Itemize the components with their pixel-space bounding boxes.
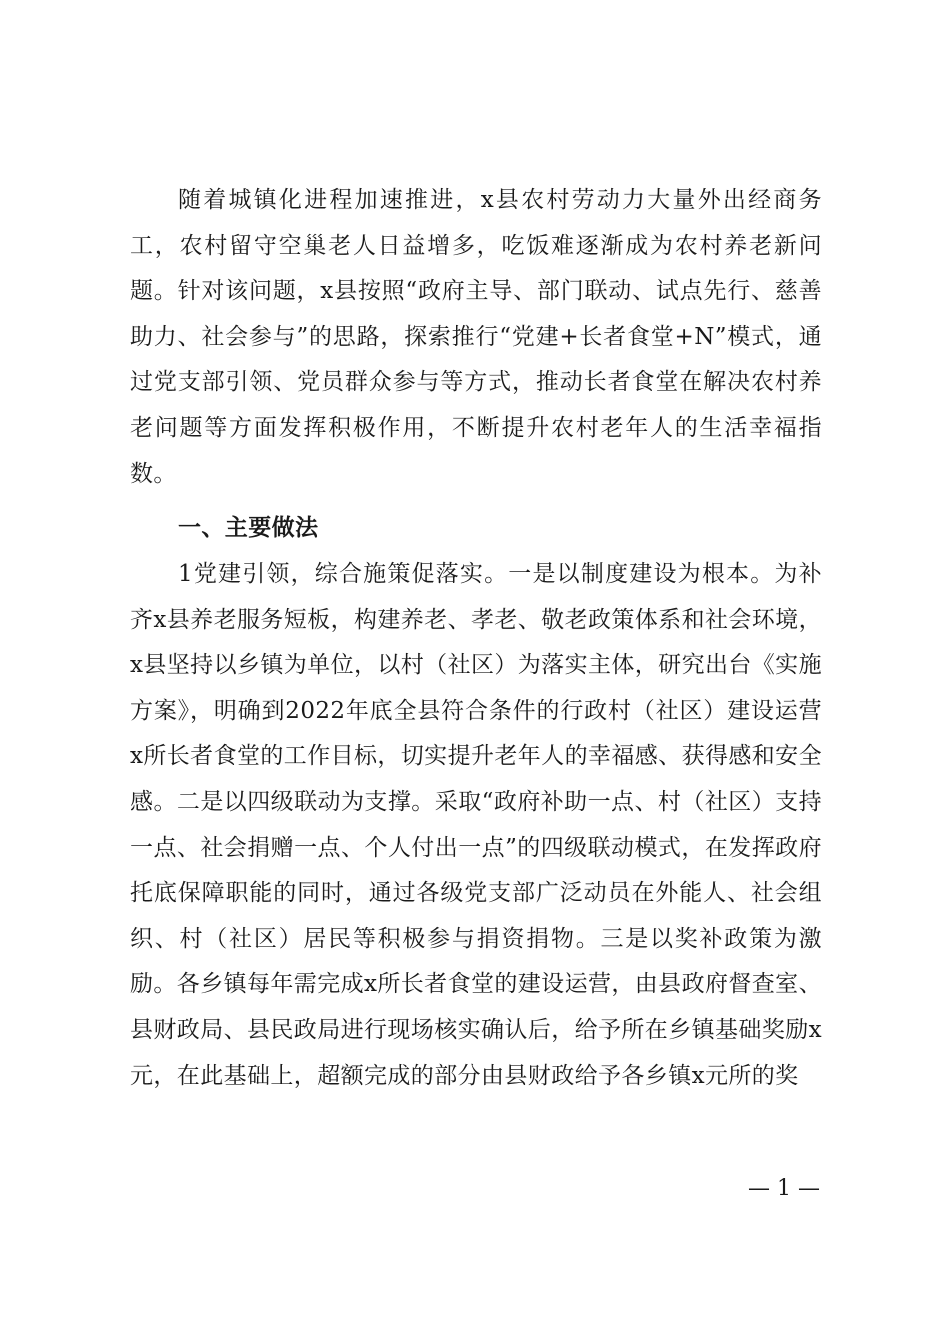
body-paragraph: 1党建引领，综合施策促落实。一是以制度建设为根本。为补齐x县养老服务短板，构建养老、孝老、敬老政策体系和社会环境，x县坚持以乡镇为单位，以村（社区）为落实主体，研究出台《实施方案》，明确到2022年底全县符合条件的行政村（社区）建设运营x所长者食堂的工作目标，切实提升老年人的幸福感、获得感和安全感。二是以四级联动为支撑。采取“政府补助一点、村（社区）支持一点、社会捐赠一点、个人付出一点”的四级联动模式，在发挥政府托底保障职能的同时，通过各级党支部广泛动员在外能人、社会组织、村（社区）居民等积极参与捐资捐物。三是以奖补政策为激励。各乡镇每年需完成x所长者食堂的建设运营，由县政府督查室、县财政局、县民政局进行现场核实确认后，给予所在乡镇基础奖励x元，在此基础上，超额完成的部分由县财政给予各乡镇x元所的奖 [130,561,822,1089]
page-number: — 1 — [748,1176,820,1201]
section-heading: 一、主要做法 [178,515,319,541]
intro-paragraph: 随着城镇化进程加速推进，x县农村劳动力大量外出经商务工，农村留守空巢老人日益增多，吃饭难逐渐成为农村养老新问题。针对该问题，x县按照“政府主导、部门联动、试点先行、慈善助力、社会参与”的思路，探索推行“党建+长者食堂+N”模式，通过党支部引领、党员群众参与等方式，推动长者食堂在解决农村养老问题等方面发挥积极作用，不断提升农村老年人的生活幸福指数。 [130,187,822,487]
